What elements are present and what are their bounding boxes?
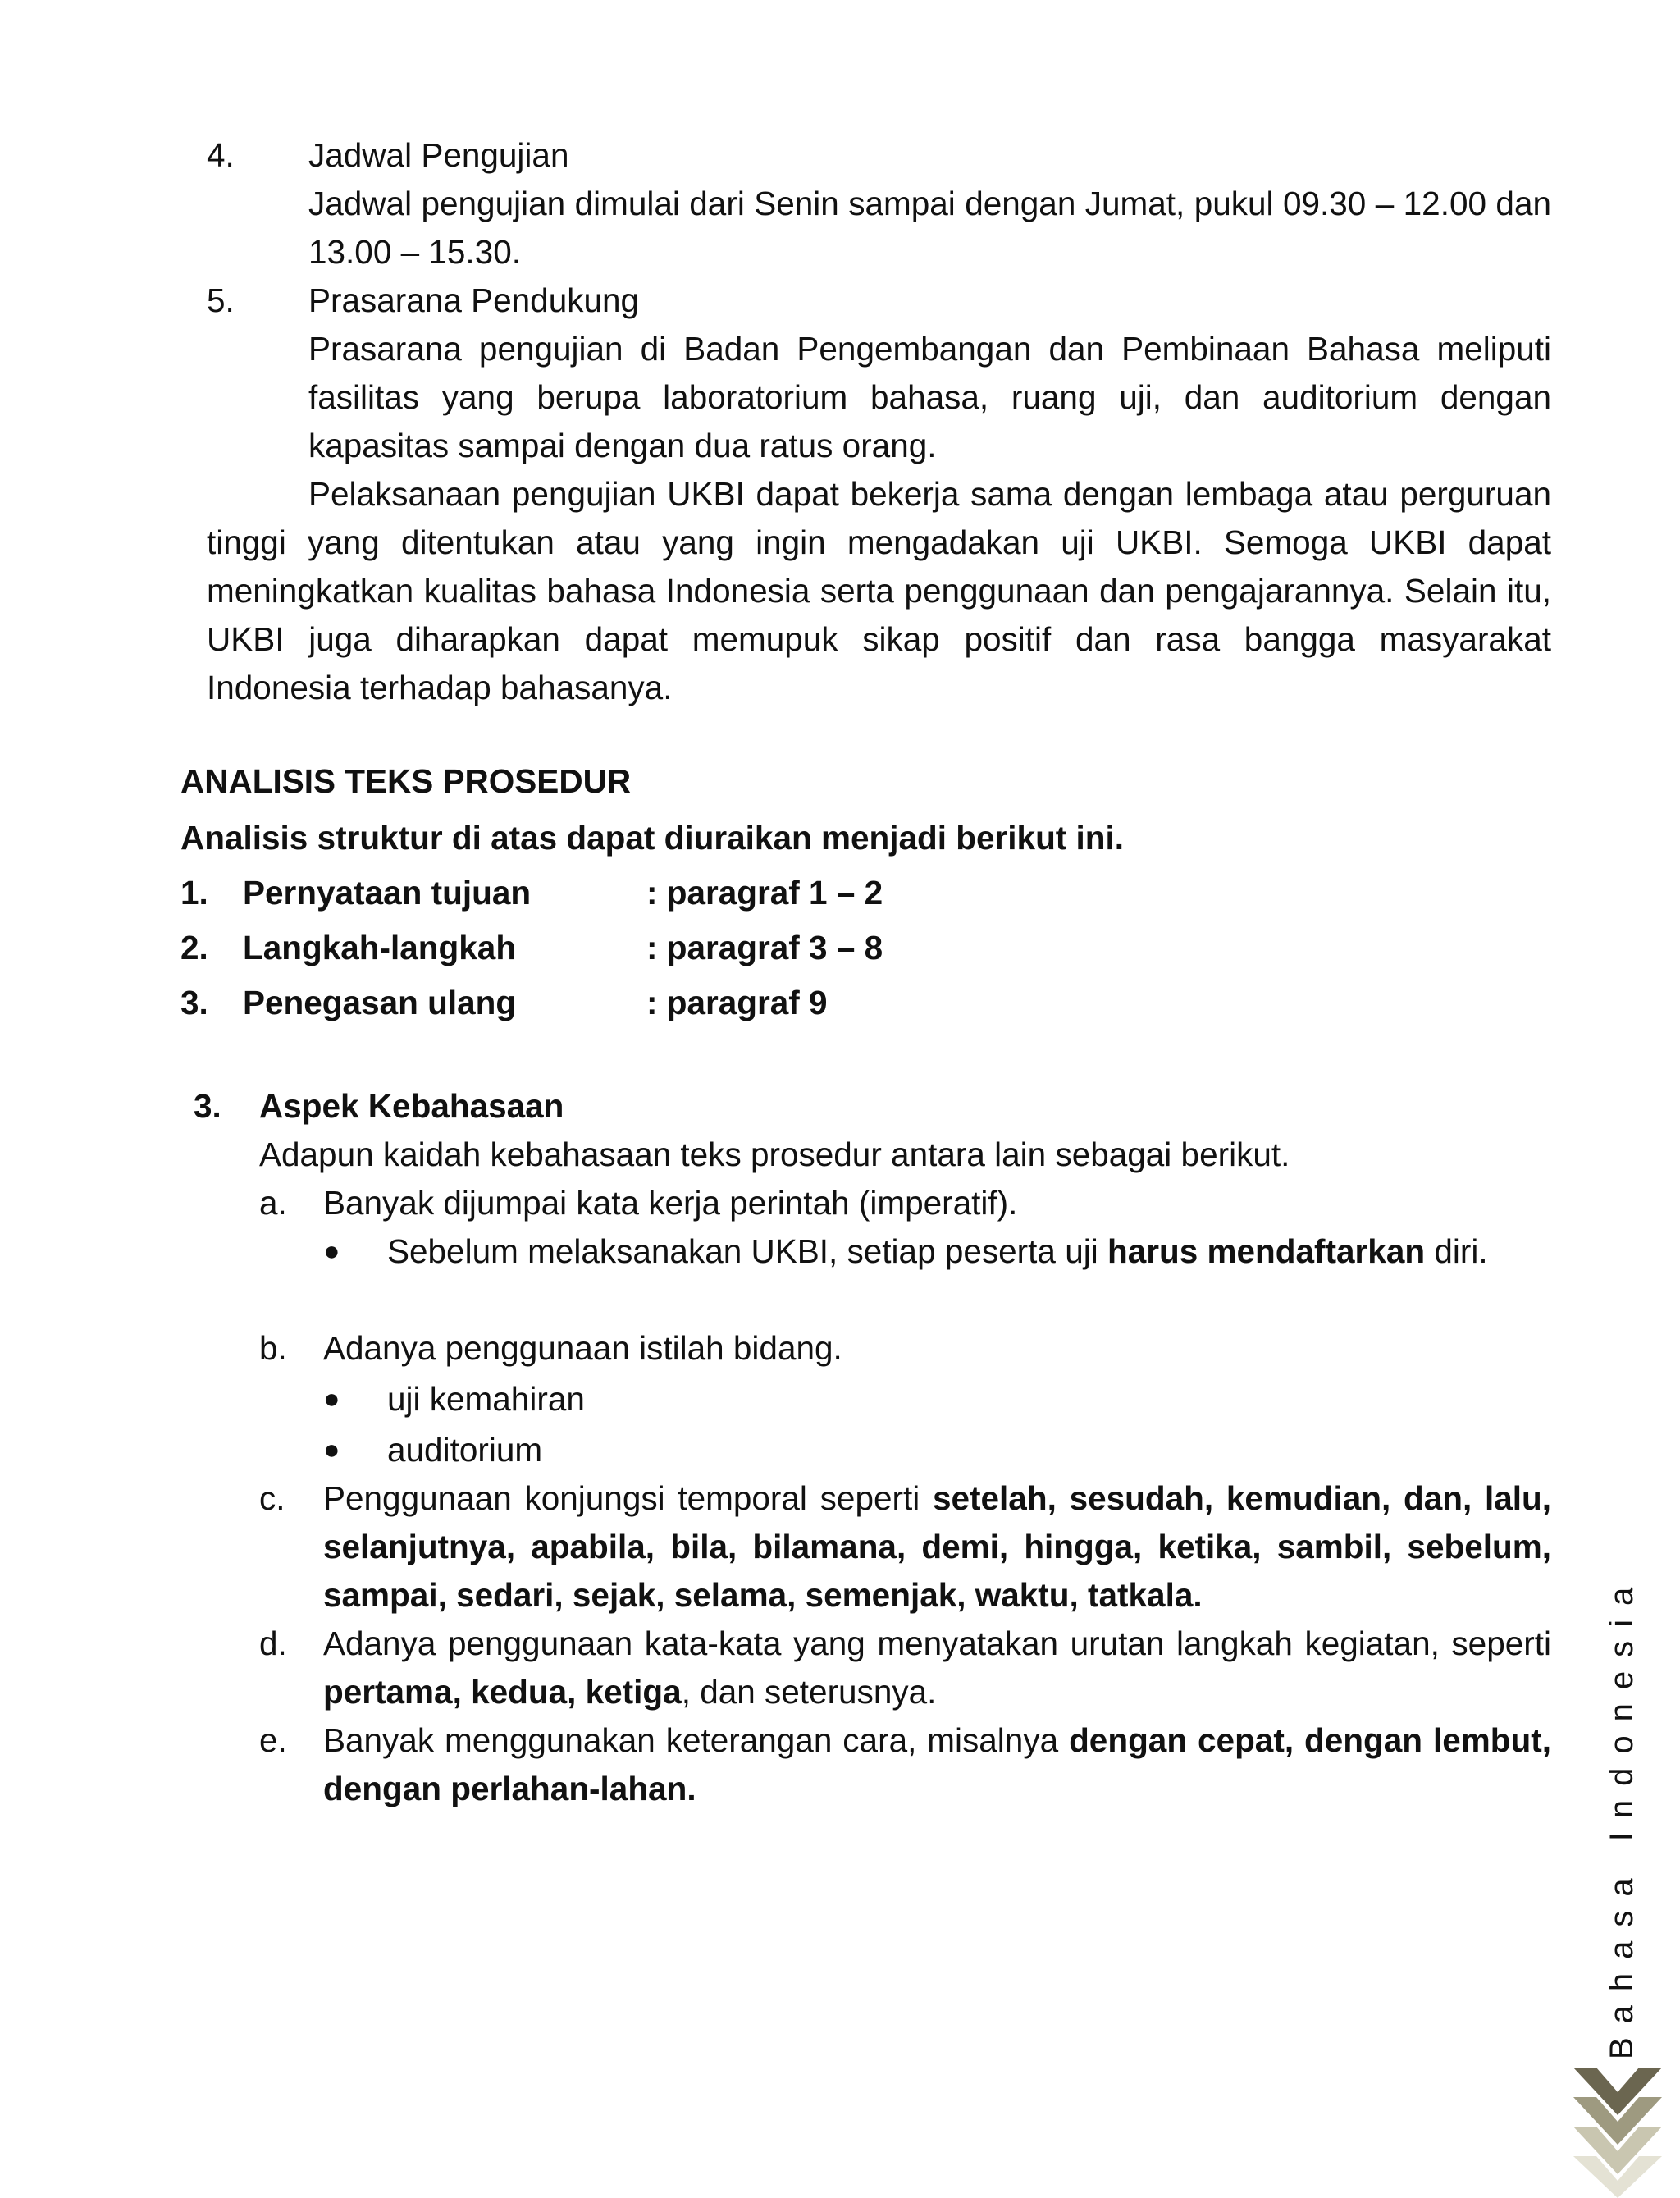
analysis-row-number: 3. — [180, 984, 208, 1021]
aspect-intro: Adapun kaidah kebahasaan teks prosedur antara lain sebagai berikut. — [259, 1136, 1290, 1173]
bullet-icon: ● — [323, 1383, 340, 1414]
analysis-row-number: 1. — [180, 874, 208, 912]
list-letter: e. — [259, 1721, 287, 1759]
bullet-icon: ● — [323, 1236, 340, 1267]
aspect-heading: Aspek Kebahasaan — [259, 1087, 564, 1125]
analysis-intro: Analisis struktur di atas dapat diuraikan menjadi berikut ini. — [180, 819, 1125, 857]
item-number: 4. — [207, 136, 235, 174]
analysis-row-value: : paragraf 1 – 2 — [646, 874, 883, 912]
closing-paragraph: Pelaksanaan pengujian UKBI dapat bekerja sama dengan lembaga atau perguruan tinggi yang ditentukan atau yang ingin mengadakan uji UKBI. Semoga UKBI dapat meningkatkan kualitas bahasa Indonesia serta penggunaan dan pengajarannya. Selain itu, UKBI juga diharapkan dapat memupuk sikap positif dan rasa bangga masyarakat Indonesia terhadap bahasanya. — [207, 475, 1551, 706]
analysis-row-number: 2. — [180, 929, 208, 966]
bullet-text: Sebelum melaksanakan UKBI, setiap peserta uji harus mendaftarkan diri. — [387, 1232, 1488, 1270]
section-heading: ANALISIS TEKS PROSEDUR — [180, 762, 632, 800]
side-label: Bahasa Indonesia — [1604, 1573, 1640, 2059]
list-item-text: Adanya penggunaan kata-kata yang menyatakan urutan langkah kegiatan, seperti pertama, kedua, ketiga, dan seterusnya. — [323, 1625, 1551, 1711]
item-body: Prasarana pengujian di Badan Pengembangan dan Pembinaan Bahasa meliputi fasilitas yang berupa laboratorium bahasa, ruang uji, dan auditorium dengan kapasitas sampai dengan dua ratus orang. — [308, 330, 1551, 464]
item-body: Jadwal pengujian dimulai dari Senin sampai dengan Jumat, pukul 09.30 – 12.00 dan 13.00 – 15.30. — [308, 185, 1551, 271]
list-item-text: Penggunaan konjungsi temporal seperti setelah, sesudah, kemudian, dan, lalu, selanjutnya, apabila, bila, bilamana, demi, hingga, ketika, sambil, sebelum, sampai, sedari, sejak, selama, semenjak, waktu, tatkala. — [323, 1479, 1551, 1614]
item-number: 5. — [207, 281, 235, 319]
item-title: Jadwal Pengujian — [308, 136, 569, 174]
analysis-row-label: Langkah-langkah — [243, 929, 517, 966]
analysis-row-value: : paragraf 3 – 8 — [646, 929, 883, 966]
list-letter: b. — [259, 1329, 287, 1367]
list-item-text: Banyak menggunakan keterangan cara, misalnya dengan cepat, dengan lembut, dengan perlahan-lahan. — [323, 1721, 1551, 1807]
aspect-number: 3. — [194, 1087, 221, 1125]
analysis-row-label: Penegasan ulang — [243, 984, 517, 1021]
bullet-icon: ● — [323, 1434, 340, 1465]
list-letter: c. — [259, 1479, 285, 1517]
list-letter: d. — [259, 1625, 287, 1662]
chevron-decoration-icon — [1573, 2068, 1662, 2198]
analysis-row-value: : paragraf 9 — [646, 984, 828, 1021]
list-letter: a. — [259, 1184, 287, 1222]
analysis-row-label: Pernyataan tujuan — [243, 874, 532, 912]
list-item-text: Banyak dijumpai kata kerja perintah (imperatif). — [323, 1184, 1018, 1222]
item-title: Prasarana Pendukung — [308, 281, 640, 319]
list-item-text: Adanya penggunaan istilah bidang. — [323, 1329, 842, 1367]
bullet-text: uji kemahiran — [387, 1380, 585, 1418]
bullet-text: auditorium — [387, 1431, 543, 1469]
